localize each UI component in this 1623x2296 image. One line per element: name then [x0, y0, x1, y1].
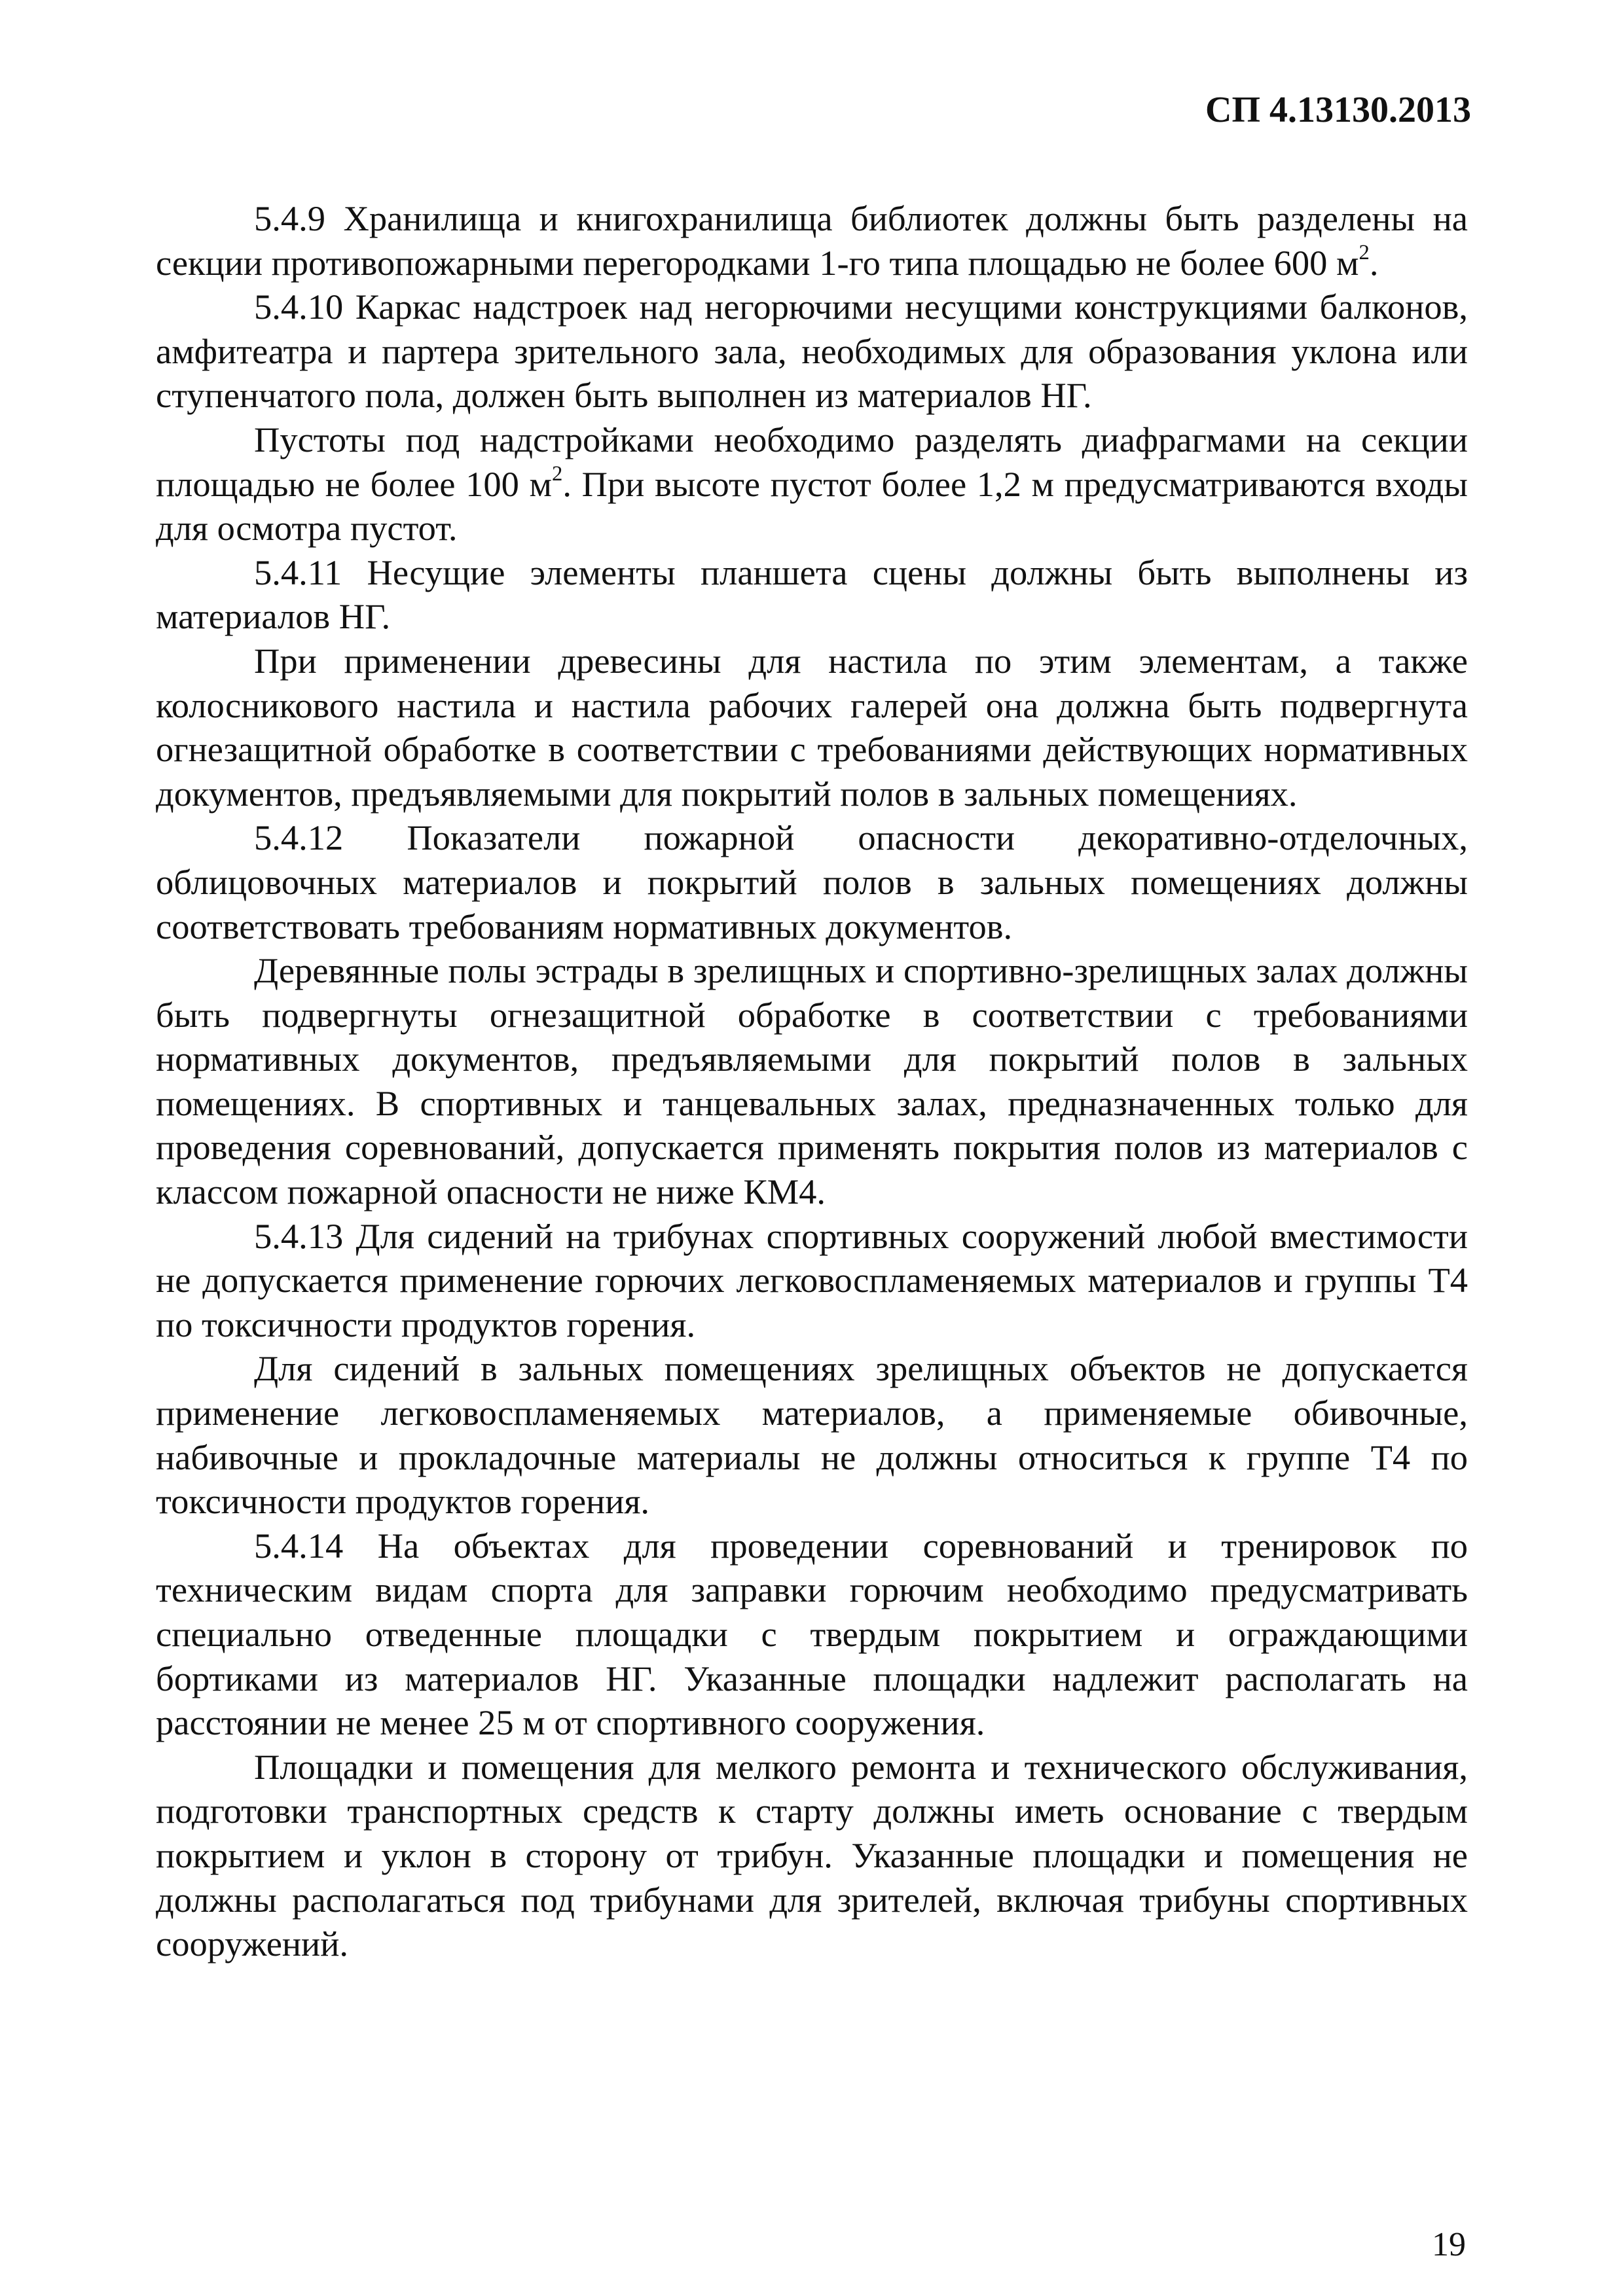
- paragraph-text: Для сидений в зальных помещениях зрелищных объектов не допускается применение легковоспламеняемых материалов, а применяемые обивочные, набивочные и прокладочные материалы не должны относиться к группе Т4 по токсичности продуктов горения.: [156, 1348, 1468, 1522]
- paragraph-text: Пустоты под надстройками необходимо разделять диафрагмами на секции площадью не более 100 м: [156, 419, 1468, 504]
- paragraph-text: 5.4.9 Хранилища и книгохранилища библиотек должны быть разделены на секции противопожарными перегородками 1-го типа площадью не более 600 м: [156, 198, 1468, 283]
- superscript: 2: [1359, 240, 1370, 264]
- paragraph-text: 5.4.14 На объектах для проведении соревнований и тренировок по техническим видам спорта для заправки горючим необходимо предусматривать специально отведенные площадки с твердым покрытием и ограждающими бортиками из материалов НГ. Указанные площадки надлежит располагать на расстоянии не менее 25 м от спортивного сооружения.: [156, 1525, 1468, 1743]
- paragraph-text: Площадки и помещения для мелкого ремонта и технического обслуживания, подготовки транспортных средств к старту должны иметь основание с твердым покрытием и уклон в сторону от трибун. Указанные площадки и помещения не должны располагаться под трибунами для зрителей, включая трибуны спортивных сооружений.: [156, 1746, 1468, 1964]
- paragraph-5-4-13: [156, 1214, 1468, 1347]
- paragraph-5-4-12: [156, 816, 1468, 948]
- paragraph-wood-treatment: [156, 639, 1468, 816]
- document-body: [156, 196, 1468, 1966]
- page-number: 19: [1432, 2226, 1466, 2263]
- paragraph-5-4-10: [156, 285, 1468, 418]
- paragraph-text: 5.4.10 Каркас надстроек над негорючими несущими конструкциями балконов, амфитеатра и партера зрительного зала, необходимых для образования уклона или ступенчатого пола, должен быть выполнен из материалов НГ.: [156, 287, 1468, 416]
- paragraph-5-4-9: [156, 196, 1468, 285]
- paragraph-text: 5.4.12 Показатели пожарной опасности декоративно-отделочных, облицовочных материалов и покрытий полов в зальных помещениях должны соответствовать требованиям нормативных документов.: [156, 817, 1468, 946]
- paragraph-voids: [156, 418, 1468, 550]
- paragraph-repair-areas: [156, 1745, 1468, 1966]
- paragraph-seating: [156, 1346, 1468, 1523]
- document-code: СП 4.13130.2013: [1205, 90, 1471, 130]
- paragraph-stage-floors: [156, 948, 1468, 1214]
- paragraph-5-4-14: [156, 1524, 1468, 1745]
- paragraph-text: 5.4.11 Несущие элементы планшета сцены должны быть выполнены из материалов НГ.: [156, 552, 1468, 637]
- paragraph-5-4-11: [156, 550, 1468, 639]
- paragraph-text: При применении древесины для настила по этим элементам, а также колосникового настила и настила рабочих галерей она должна быть подвергнута огнезащитной обработке в соответствии с требованиями действующих нормативных документов, предъявляемыми для покрытий полов в зальных помещениях.: [156, 640, 1468, 814]
- paragraph-text-tail: . При высоте пустот более 1,2 м предусматриваются входы для осмотра пустот.: [156, 463, 1468, 548]
- paragraph-text-tail: .: [1369, 242, 1379, 283]
- superscript: 2: [551, 461, 563, 486]
- paragraph-text: 5.4.13 Для сидений на трибунах спортивных сооружений любой вместимости не допускается применение горючих легковоспламеняемых материалов и группы Т4 по токсичности продуктов горения.: [156, 1215, 1468, 1344]
- paragraph-text: Деревянные полы эстрады в зрелищных и спортивно-зрелищных залах должны быть подвергнуты огнезащитной обработке в соответствии с требованиями нормативных документов, предъявляемыми для покрытий полов в зальных помещениях. В спортивных и танцевальных залах, предназначенных только для проведения соревнований, допускается применять покрытия полов из материалов с классом пожарной опасности не ниже КМ4.: [156, 950, 1468, 1212]
